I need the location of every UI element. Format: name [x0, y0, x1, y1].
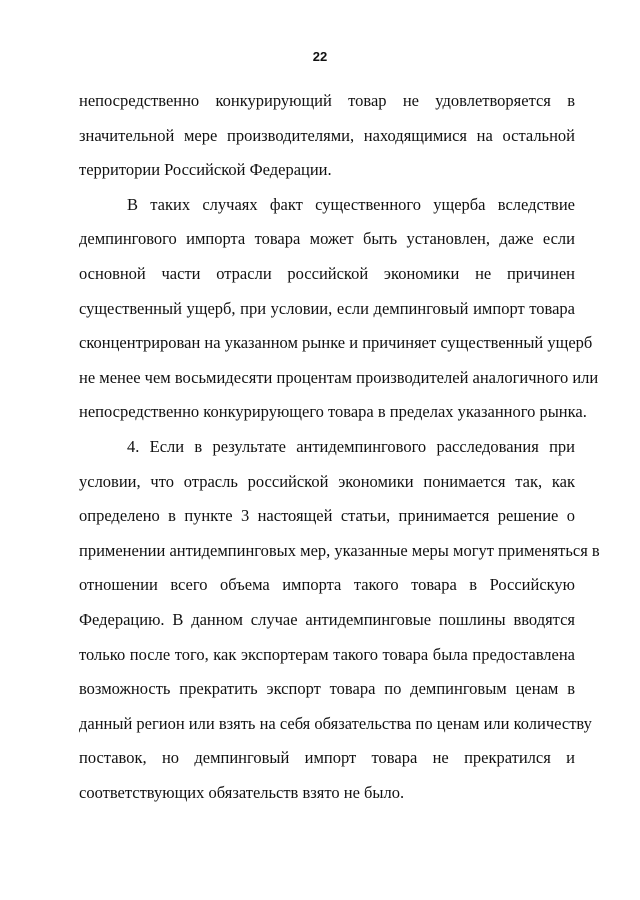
text-line: поставок, но демпинговый импорт товара не прекратился и — [79, 748, 575, 768]
text-line: применении антидемпинговых мер, указанные меры могут применяться в — [79, 540, 600, 560]
text-line: непосредственно конкурирующий товар не удовлетворяется в — [79, 91, 575, 110]
text-line: демпингового импорта товара может быть установлен, даже если — [79, 229, 575, 249]
text-line: Федерацию. В данном случае антидемпинговые пошлины вводятся — [79, 609, 575, 629]
text-line: территории Российской Федерации. — [79, 160, 332, 180]
text-line: сконцентрирован на указанном рынке и причиняет существенный ущерб — [79, 333, 593, 353]
document-body — [79, 84, 600, 810]
paragraph-1 — [79, 84, 575, 188]
text-line: только после того, как экспортерам такого товара была предоставлена — [79, 644, 575, 664]
text-line: возможность прекратить экспорт товара по демпинговым ценам в — [79, 679, 575, 699]
text-line: определено в пункте 3 настоящей статьи, принимается решение о — [79, 506, 575, 526]
text-line: условии, что отрасль российской экономики понимается так, как — [79, 471, 575, 491]
paragraph-2 — [79, 188, 599, 430]
text-line: 4. Если в результате антидемпингового расследования при — [127, 436, 575, 456]
text-line: не менее чем восьмидесяти процентам производителей аналогичного или — [79, 367, 599, 387]
text-line: данный регион или взять на себя обязательства по ценам или количеству — [79, 713, 592, 733]
text-line: существенный ущерб, при условии, если демпинговый импорт товара — [79, 298, 575, 318]
page-number: 22 — [312, 49, 328, 64]
text-line: непосредственно конкурирующего товара в пределах указанного рынка. — [79, 402, 587, 422]
text-line: основной части отрасли российской экономики не причинен — [79, 263, 575, 283]
text-line: соответствующих обязательств взято не было. — [79, 782, 405, 802]
text-line: значительной мере производителями, находящимися на остальной — [79, 125, 575, 145]
text-line: В таких случаях факт существенного ущерба вследствие — [127, 194, 575, 214]
text-line: отношении всего объема импорта такого товара в Российскую — [79, 575, 575, 595]
paragraph-3 — [79, 430, 600, 811]
